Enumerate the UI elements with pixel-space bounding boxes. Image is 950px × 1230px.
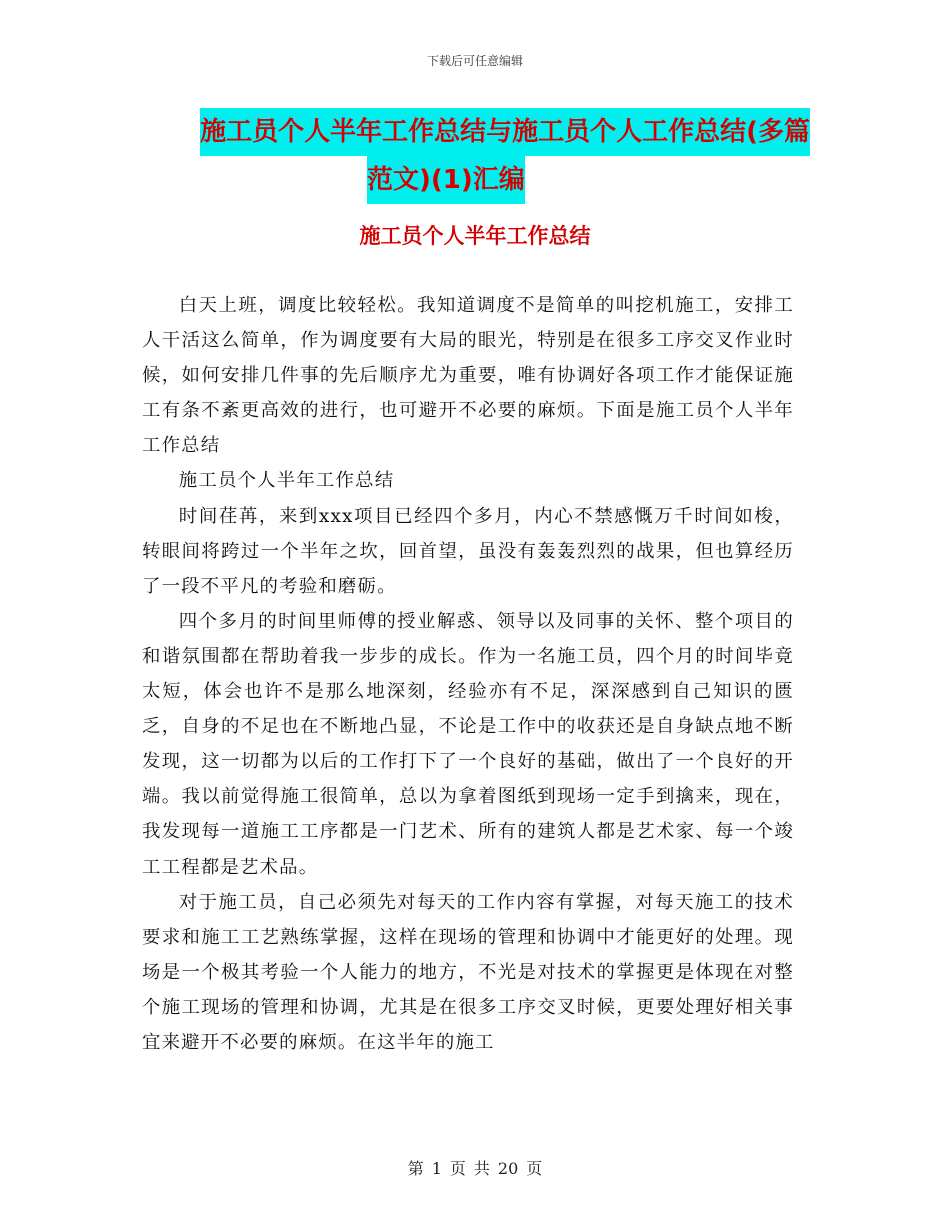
footer-total-pages: 20: [497, 1159, 519, 1178]
footer-prefix: 第: [407, 1159, 424, 1178]
footer-page-unit: 页: [449, 1159, 466, 1178]
paragraph-4: 四个多月的时间里师傅的授业解惑、领导以及同事的关怀、整个项目的和谐氛围都在帮助着我一步步的成长。作为一名施工员，四个月的时间毕竟太短，体会也许不是那么地深刻，经验亦有不足，深深感到自己知识的匮乏，自身的不足也在不断地凸显，不论是工作中的收获还是自身缺点地不断发现，这一切都为以后的工作打下了一个良好的基础，做出了一个良好的开端。我以前觉得施工很简单，总以为拿着图纸到现场一定手到擒来，现在，我发现每一道施工工序都是一门艺术、所有的建筑人都是艺术家、每一个竣工工程都是艺术品。: [142, 610, 794, 878]
title-line-1: 施工员个人半年工作总结与施工员个人工作总结(多篇: [200, 108, 810, 156]
document-body: [142, 288, 794, 1060]
footer-total-prefix: 共: [473, 1159, 490, 1178]
title-line-2: 范文)(1)汇编: [367, 156, 525, 204]
footer-total-unit: 页: [526, 1159, 543, 1178]
paragraph-1: 白天上班，调度比较轻松。我知道调度不是简单的叫挖机施工，安排工人干活这么简单，作为调度要有大局的眼光，特别是在很多工序交叉作业时候，如何安排几件事的先后顺序尤为重要，唯有协调好各项工作才能保证施工有条不紊更高效的进行，也可避开不必要的麻烦。下面是施工员个人半年工作总结: [142, 295, 794, 457]
paragraph-2: 施工员个人半年工作总结: [178, 470, 395, 492]
page-footer: [0, 1156, 950, 1179]
paragraph-3: 时间荏苒，来到xxx项目已经四个多月，内心不禁感慨万千时间如梭，转眼间将跨过一个半年之坎，回首望，虽没有轰轰烈烈的战果，但也算经历了一段不平凡的考验和磨砺。: [142, 505, 794, 597]
footer-page-number: 1: [431, 1159, 442, 1178]
header-note: 下载后可任意编辑: [426, 54, 523, 68]
paragraph-5: 对于施工员，自己必须先对每天的工作内容有掌握，对每天施工的技术要求和施工工艺熟练掌握，这样在现场的管理和协调中才能更好的处理。现场是一个极其考验一个人能力的地方，不光是对技术的掌握更是体现在对整个施工现场的管理和协调，尤其是在很多工序交叉时候，更要处理好相关事宜来避开不必要的麻烦。在这半年的施工: [142, 891, 794, 1053]
section-title: 施工员个人半年工作总结: [359, 224, 591, 248]
